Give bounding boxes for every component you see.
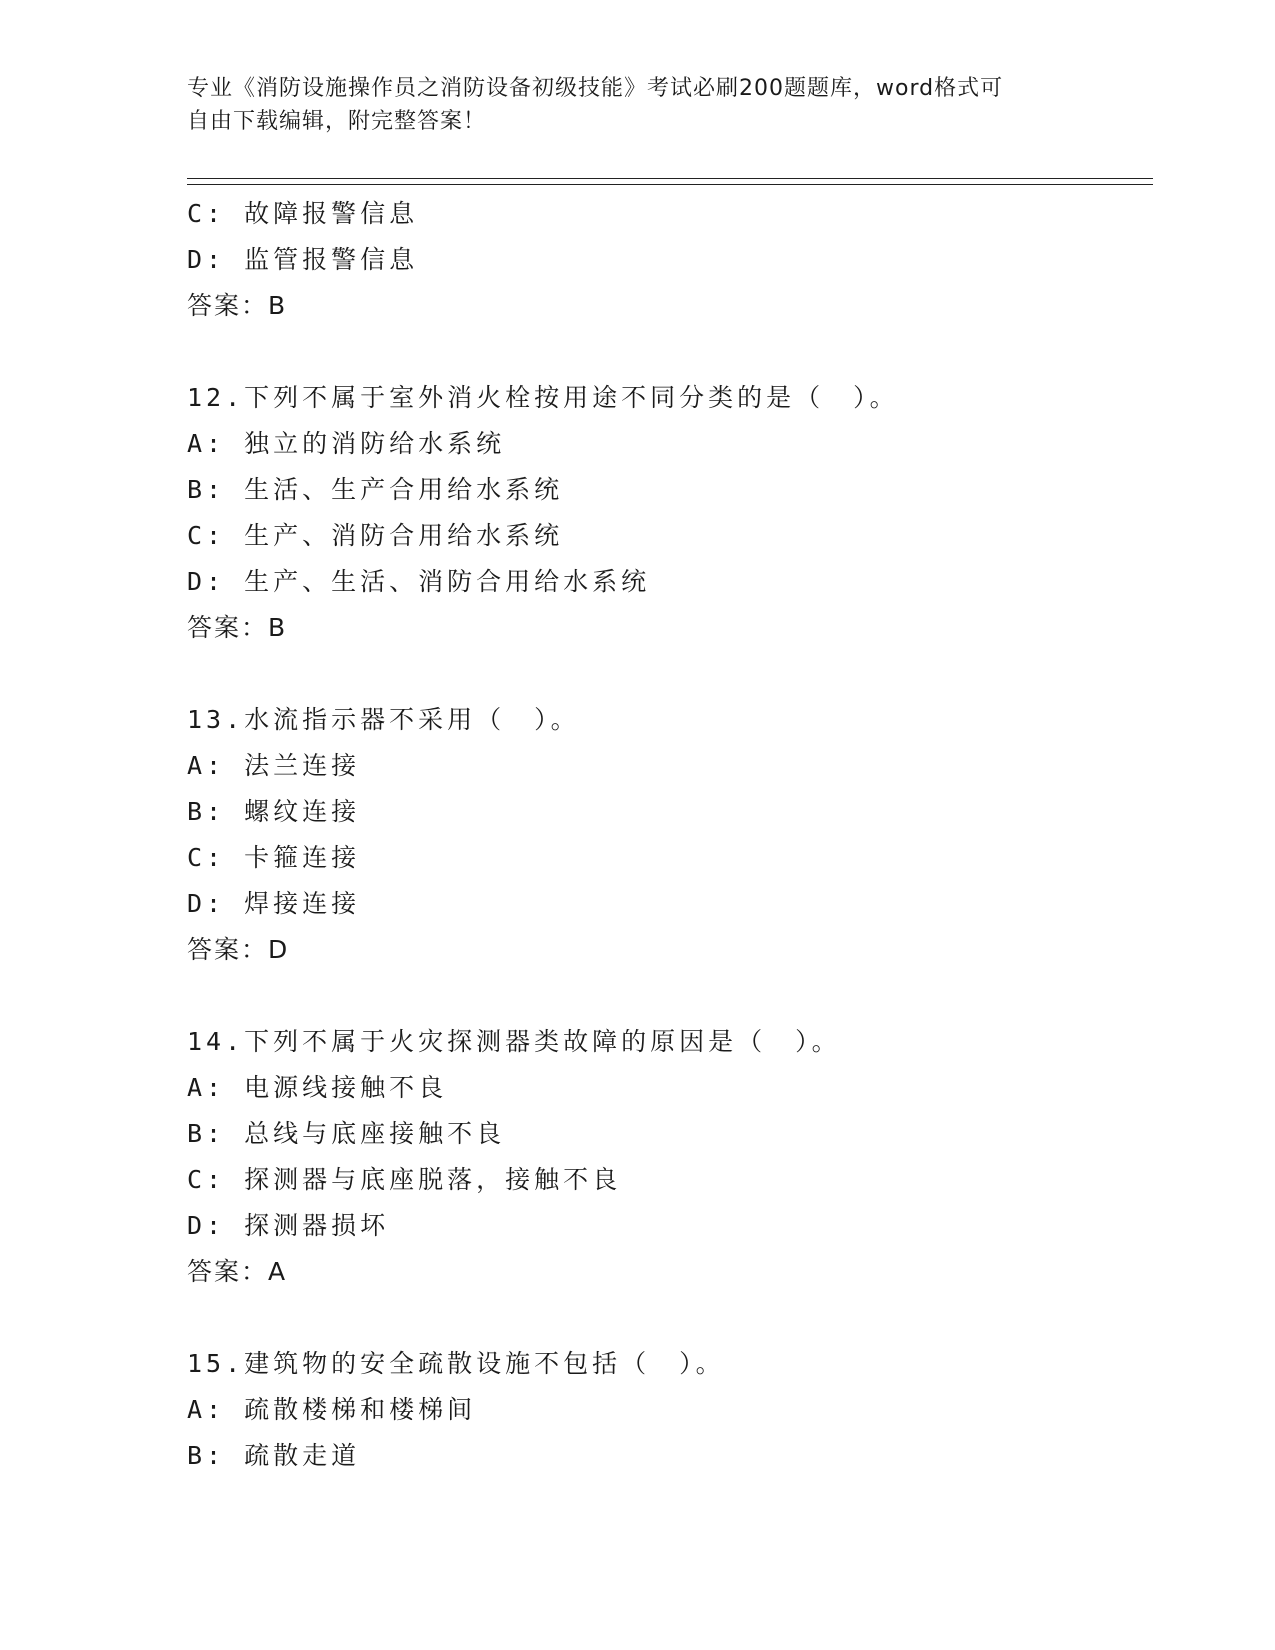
question-stem: 14.下列不属于火灾探测器类故障的原因是（ ）。 xyxy=(187,1027,841,1056)
header-divider-bottom xyxy=(187,184,1153,185)
option-d: D: 焊接连接 xyxy=(187,889,361,918)
document-header xyxy=(187,72,1067,138)
option-c: C: 故障报警信息 xyxy=(187,199,419,228)
question-stem: 13.水流指示器不采用（ ）。 xyxy=(187,705,580,734)
option-a: A: 疏散楼梯和楼梯间 xyxy=(187,1395,477,1424)
question-stem: 12.下列不属于室外消火栓按用途不同分类的是（ ）。 xyxy=(187,383,899,412)
question-block-14 xyxy=(187,1019,1153,1295)
option-c: C: 探测器与底座脱落，接触不良 xyxy=(187,1165,622,1194)
spacer xyxy=(187,329,1153,375)
question-stem: 15.建筑物的安全疏散设施不包括（ ）。 xyxy=(187,1349,725,1378)
header-divider-top xyxy=(187,178,1153,179)
option-d: D: 探测器损坏 xyxy=(187,1211,390,1240)
answer-line: 答案：B xyxy=(187,291,288,320)
option-b: B: 总线与底座接触不良 xyxy=(187,1119,506,1148)
header-title-line-2: 自由下载编辑，附完整答案！ xyxy=(187,109,487,134)
option-a: A: 独立的消防给水系统 xyxy=(187,429,506,458)
answer-line: 答案：D xyxy=(187,935,290,964)
option-a: A: 电源线接触不良 xyxy=(187,1073,448,1102)
option-b: B: 螺纹连接 xyxy=(187,797,361,826)
option-d: D: 监管报警信息 xyxy=(187,245,419,274)
header-title-line-1: 专业《消防设施操作员之消防设备初级技能》考试必刷200题题库，word格式可 xyxy=(187,76,1004,101)
spacer xyxy=(187,1295,1153,1341)
question-block-continued xyxy=(187,191,1153,329)
answer-line: 答案：B xyxy=(187,613,288,642)
question-block-15 xyxy=(187,1341,1153,1479)
question-block-12 xyxy=(187,375,1153,651)
option-b: B: 生活、生产合用给水系统 xyxy=(187,475,564,504)
option-b: B: 疏散走道 xyxy=(187,1441,361,1470)
spacer xyxy=(187,651,1153,697)
spacer xyxy=(187,973,1153,1019)
question-block-13 xyxy=(187,697,1153,973)
answer-line: 答案：A xyxy=(187,1257,288,1286)
option-a: A: 法兰连接 xyxy=(187,751,361,780)
option-c: C: 卡箍连接 xyxy=(187,843,361,872)
question-list xyxy=(187,191,1153,1479)
option-d: D: 生产、生活、消防合用给水系统 xyxy=(187,567,651,596)
option-c: C: 生产、消防合用给水系统 xyxy=(187,521,564,550)
